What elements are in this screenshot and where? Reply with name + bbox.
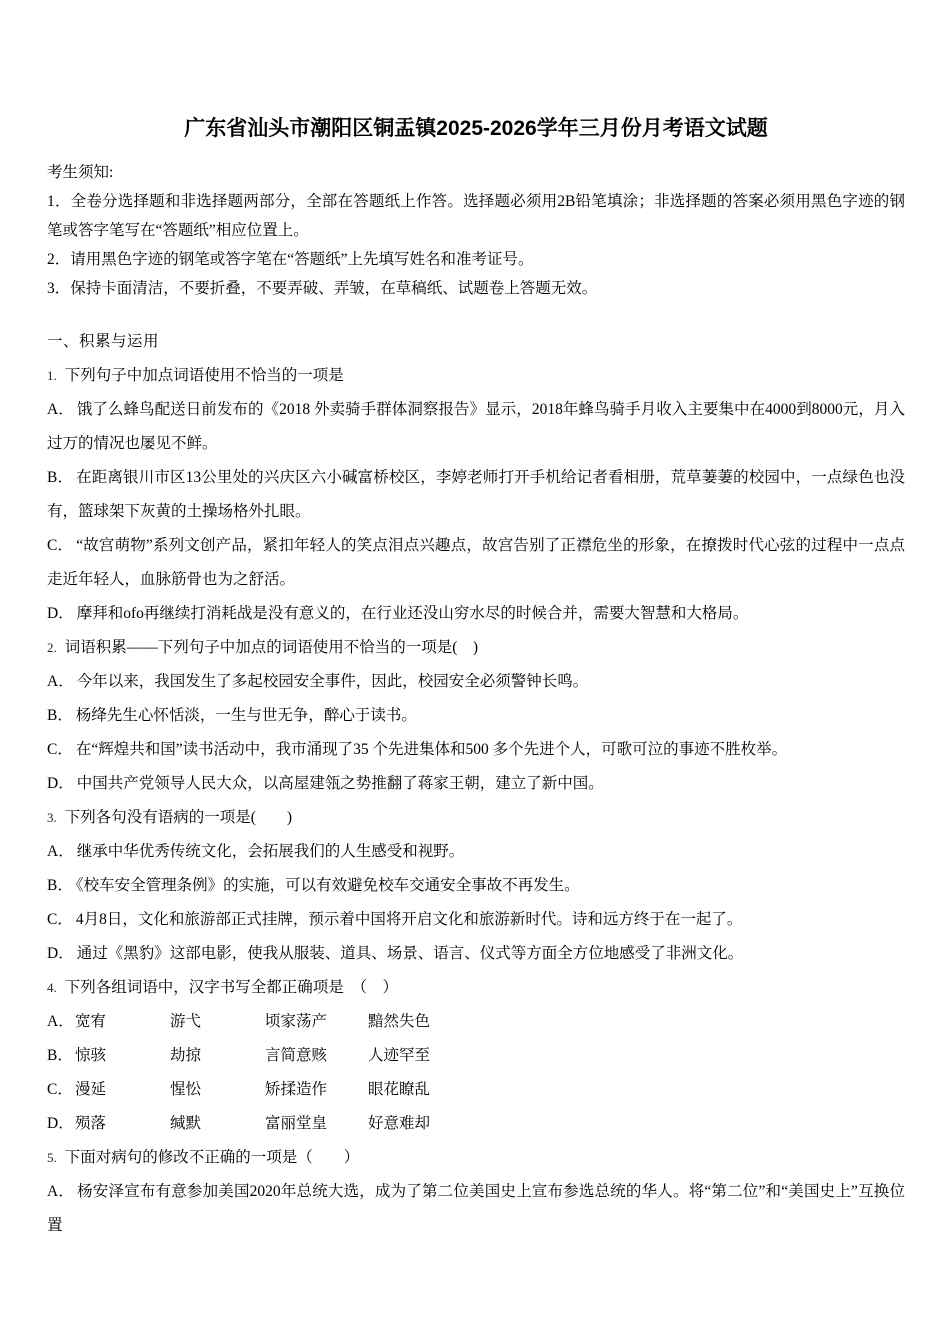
option-label: B． — [47, 1047, 73, 1064]
option-text: 杨绛先生心怀恬淡，一生与世无争，醉心于读书。 — [75, 707, 417, 724]
question-2-option-c — [47, 733, 905, 767]
option-label: D． — [47, 1115, 74, 1132]
option-label: C． — [47, 1081, 73, 1098]
word-item: 殒落 — [75, 1115, 107, 1132]
word-item: 矫揉造作 — [265, 1081, 328, 1098]
option-label: A． — [47, 1013, 74, 1030]
word-item: 惺忪 — [170, 1081, 202, 1098]
question-3-stem-text: 下列各句没有语病的一项是( ) — [64, 809, 293, 826]
page-title: 广东省汕头市潮阳区铜盂镇2025-2026学年三月份月考语文试题 — [184, 117, 768, 140]
option-label: D． — [47, 945, 74, 962]
question-5-option-a — [47, 1175, 905, 1243]
word-item: 惊骇 — [75, 1047, 107, 1064]
option-text: 通过《黑豹》这部电影，使我从服装、道具、场景、语言、仪式等方面全方位地感受了非洲文化。 — [76, 945, 744, 962]
question-5-number: 5. — [47, 1150, 57, 1165]
option-label: A． — [47, 401, 74, 418]
question-5-stem — [47, 1141, 905, 1175]
question-1-number: 1. — [47, 368, 57, 383]
question-3-stem — [47, 801, 905, 835]
option-label: A． — [47, 843, 74, 860]
option-label: D． — [47, 775, 74, 792]
option-text: “故宫萌物”系列文创产品，紧扣年轻人的笑点泪点兴趣点，故宫告别了正襟危坐的形象，在撩拨时代心弦的过程中一点点走近年轻人，血脉筋骨也为之舒活。 — [47, 537, 905, 588]
word-item: 黯然失色 — [368, 1013, 431, 1030]
question-1-stem-text: 下列句子中加点词语使用不恰当的一项是 — [64, 367, 344, 384]
option-label: C． — [47, 911, 73, 928]
section-title: 一、积累与运用 — [47, 333, 160, 350]
word-item: 劫掠 — [170, 1047, 202, 1064]
question-2-stem-text: 词语积累——下列句子中加点的词语使用不恰当的一项是( ) — [64, 639, 479, 656]
notice-block — [47, 158, 905, 303]
question-1-option-c — [47, 529, 905, 597]
question-1-option-b — [47, 461, 905, 529]
word-item: 眼花瞭乱 — [368, 1081, 431, 1098]
option-label: A． — [47, 673, 74, 690]
word-item: 缄默 — [170, 1115, 202, 1132]
option-label: B． — [47, 877, 73, 894]
notice-item-1: 1．全卷分选择题和非选择题两部分，全部在答题纸上作答。选择题必须用2B铅笔填涂；非选择题的答案必须用黑色字迹的钢笔或答字笔写在“答题纸”相应位置上。 — [47, 193, 905, 239]
option-text: 今年以来，我国发生了多起校园安全事件，因此，校园安全必须警钟长鸣。 — [76, 673, 589, 690]
question-3-option-b — [47, 869, 905, 903]
notice-item-2: 2．请用黑色字迹的钢笔或答字笔在“答题纸”上先填写姓名和准考证号。 — [47, 251, 534, 268]
option-label: B． — [47, 469, 74, 486]
question-3-number: 3. — [47, 810, 57, 825]
notice-item-3: 3．保持卡面清洁，不要折叠，不要弄破、弄皱，在草稿纸、试题卷上答题无效。 — [47, 280, 598, 297]
question-3-option-d — [47, 937, 905, 971]
question-1-stem — [47, 359, 905, 393]
option-text: 摩拜和ofo再继续打消耗战是没有意义的，在行业还没山穷水尽的时候合并，需要大智慧和大格局。 — [76, 605, 749, 622]
question-4-stem — [47, 971, 905, 1005]
question-4-row-c — [47, 1073, 905, 1107]
option-text: 饿了么蜂鸟配送日前发布的《2018 外卖骑手群体洞察报告》显示，2018年蜂鸟骑手月收入主要集中在4000到8000元，月入过万的情况也屡见不鲜。 — [47, 401, 905, 452]
option-label: C． — [47, 537, 74, 554]
question-1-option-a — [47, 393, 905, 461]
question-4-row-d — [47, 1107, 905, 1141]
question-1-option-d — [47, 597, 905, 631]
question-4-row-b — [47, 1039, 905, 1073]
word-item: 人迹罕至 — [368, 1047, 431, 1064]
question-3-option-a — [47, 835, 905, 869]
option-label: A． — [47, 1183, 75, 1200]
option-text: 在距离银川市区13公里处的兴庆区六小碱富桥校区，李婷老师打开手机给记者看相册，荒草萋萋的校园中，一点绿色也没有，篮球架下灰黄的土操场格外扎眼。 — [47, 469, 905, 520]
question-2-option-d — [47, 767, 905, 801]
word-item: 宽宥 — [75, 1013, 107, 1030]
option-text: 《校车安全管理条例》的实施，可以有效避免校车交通安全事故不再发生。 — [75, 877, 580, 894]
question-2-stem — [47, 631, 905, 665]
notice-header: 考生须知: — [47, 164, 114, 181]
question-2-option-b — [47, 699, 905, 733]
word-item: 漫延 — [75, 1081, 107, 1098]
word-item: 言简意赅 — [265, 1047, 328, 1064]
question-2-option-a — [47, 665, 905, 699]
word-item: 顷家荡产 — [265, 1013, 328, 1030]
question-4-row-a — [47, 1005, 905, 1039]
question-4-stem-text: 下列各组词语中，汉字书写全都正确项是 （ ） — [64, 979, 399, 996]
word-item: 游弋 — [170, 1013, 202, 1030]
option-text: 杨安泽宣布有意参加美国2020年总统大选，成为了第二位美国史上宣布参选总统的华人。将“第二位”和“美国史上”互换位置 — [47, 1183, 905, 1234]
option-text: 4月8日，文化和旅游部正式挂牌，预示着中国将开启文化和旅游新时代。诗和远方终于在一起了。 — [75, 911, 743, 928]
option-text: 继承中华优秀传统文化，会拓展我们的人生感受和视野。 — [76, 843, 465, 860]
option-label: C． — [47, 741, 73, 758]
questions-section — [47, 325, 905, 1243]
question-4-number: 4. — [47, 980, 57, 995]
option-text: 在“辉煌共和国”读书活动中，我市涌现了35 个先进集体和500 多个先进个人，可歌可泣的事迹不胜枚举。 — [75, 741, 788, 758]
option-text: 中国共产党领导人民大众，以高屋建瓴之势推翻了蒋家王朝，建立了新中国。 — [76, 775, 604, 792]
question-2-number: 2. — [47, 640, 57, 655]
word-item: 好意难却 — [368, 1115, 431, 1132]
question-3-option-c — [47, 903, 905, 937]
option-label: B． — [47, 707, 73, 724]
question-5-stem-text: 下面对病句的修改不正确的一项是（ ） — [64, 1149, 360, 1166]
word-item: 富丽堂皇 — [265, 1115, 328, 1132]
option-label: D． — [47, 605, 74, 622]
